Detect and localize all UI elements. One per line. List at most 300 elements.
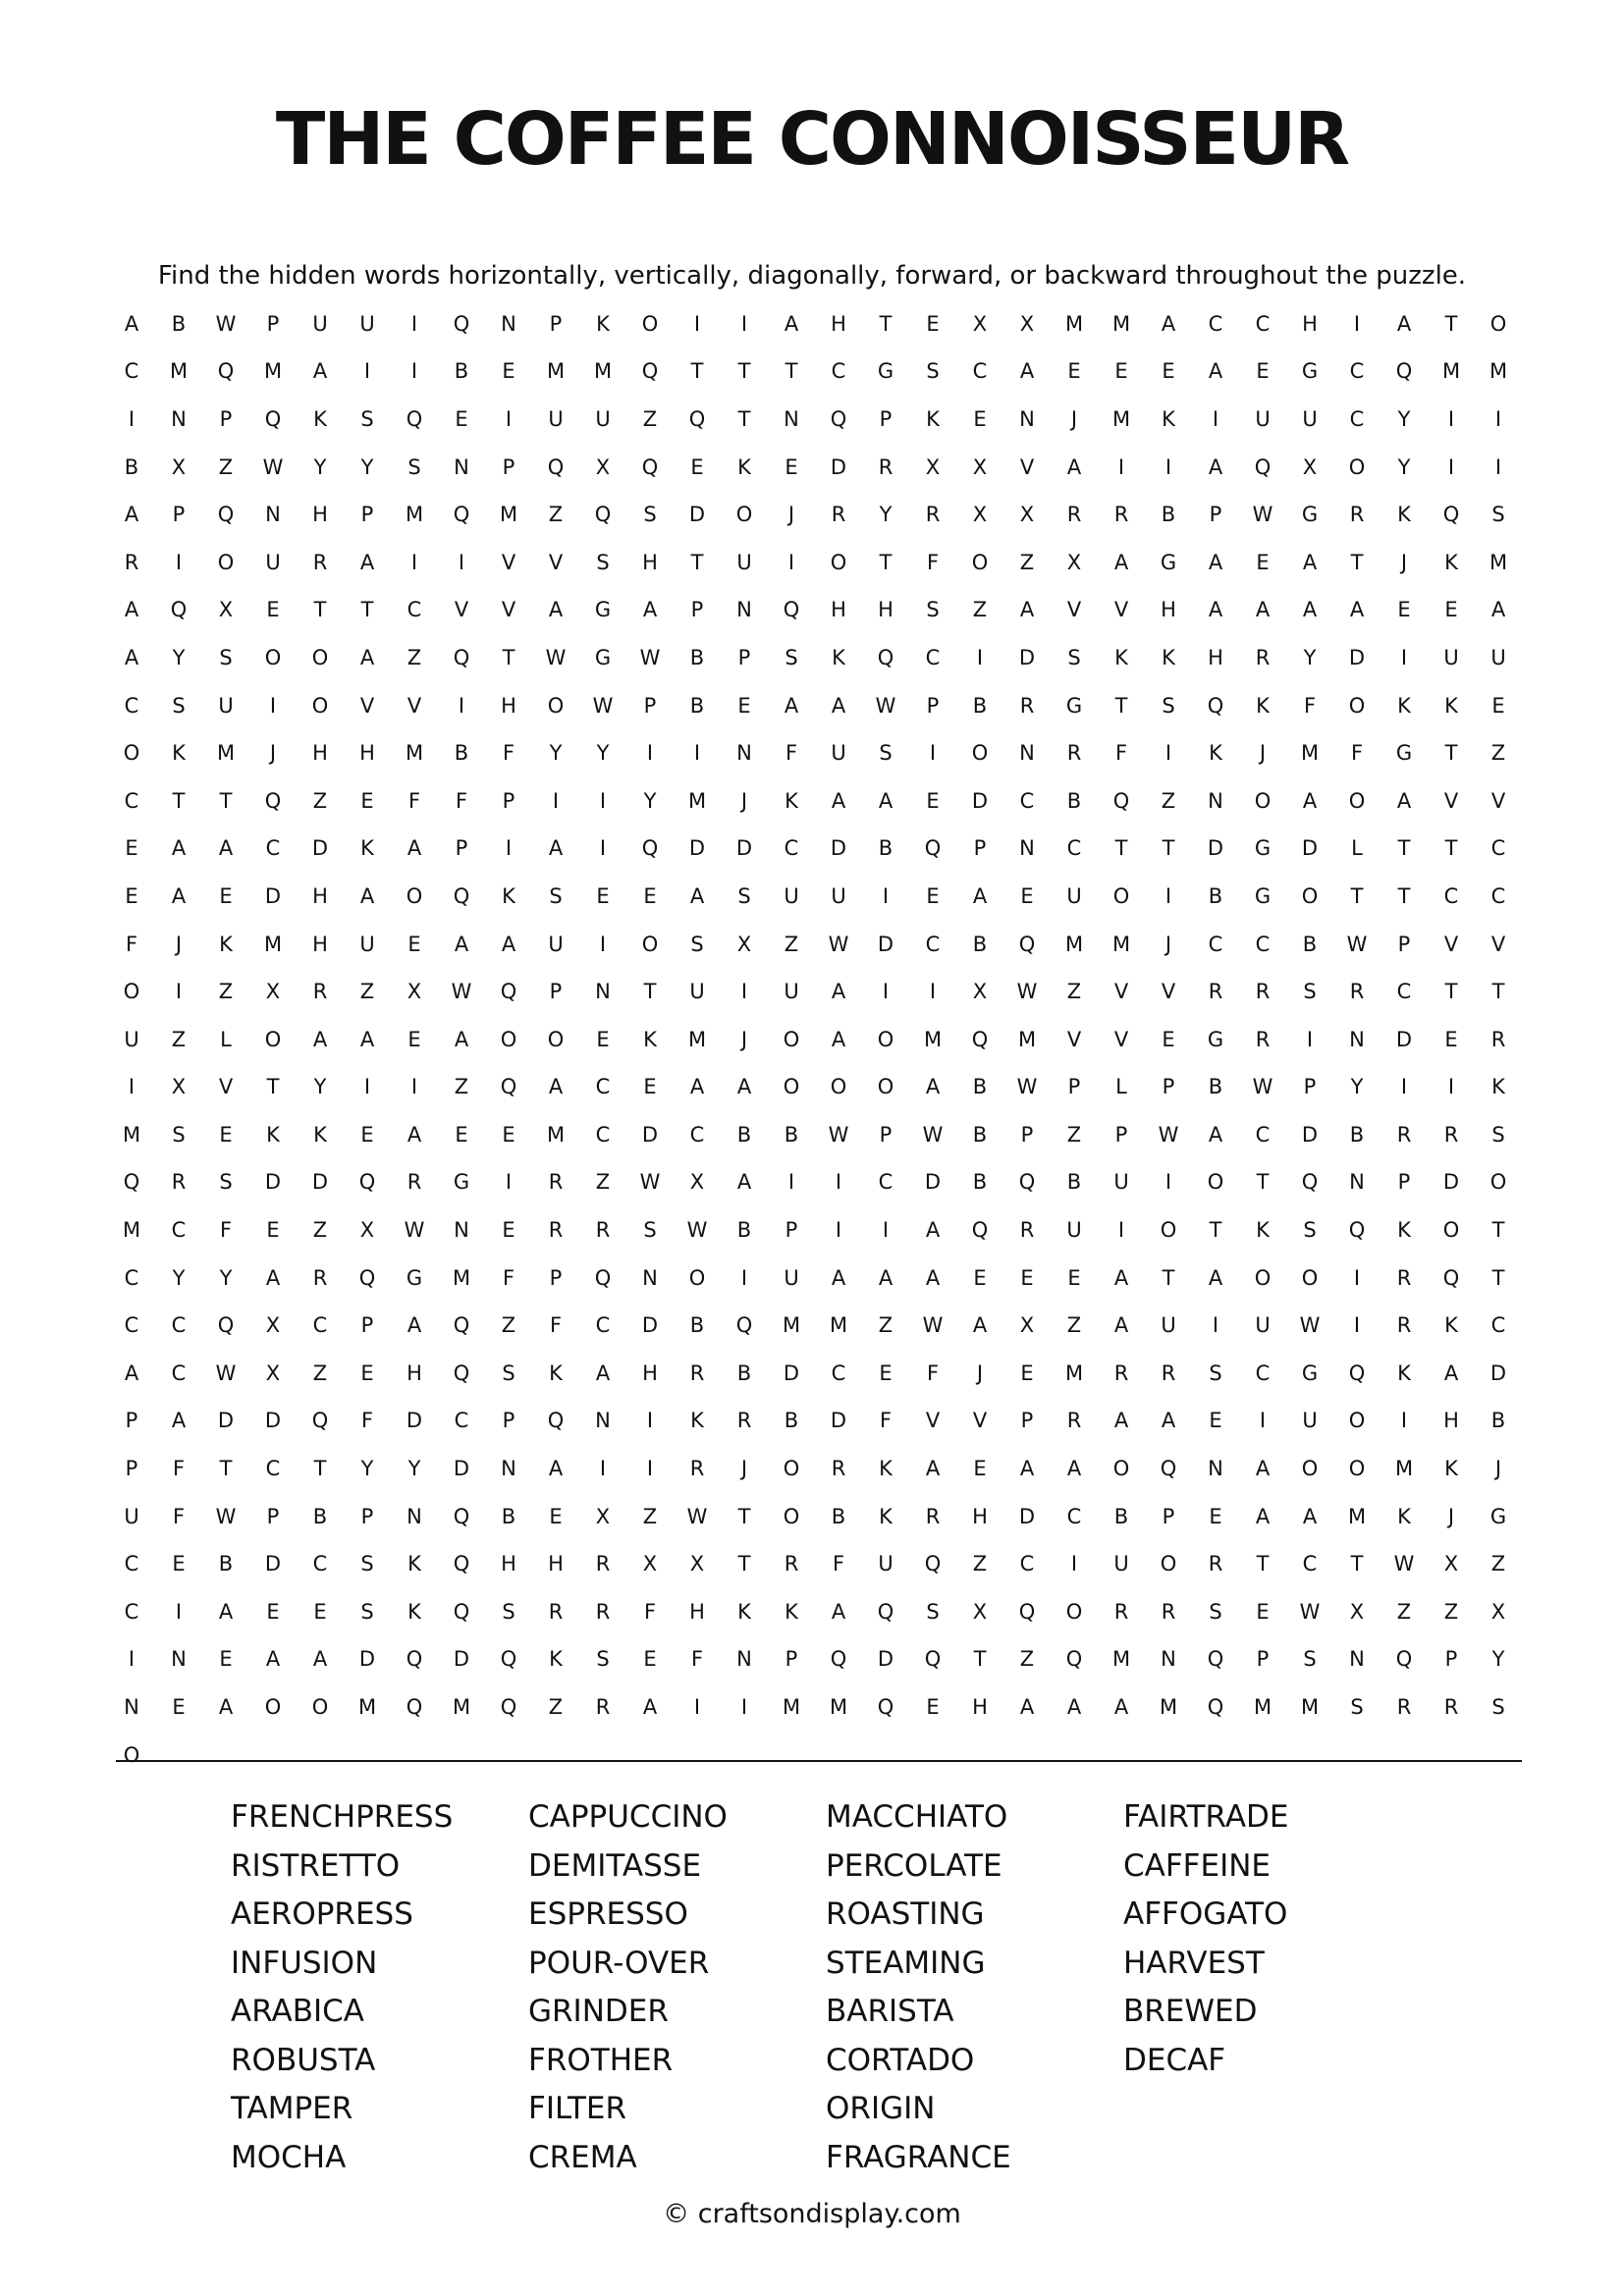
word-list-item: POUR-OVER [528,1945,710,1981]
grid-cell: Q [924,836,942,861]
grid-cell: O [783,1504,800,1528]
grid-cell: J [1164,932,1172,956]
grid-cell: U [1255,406,1271,431]
grid-cell: Z [1161,788,1176,813]
grid-cell: H [1302,311,1318,336]
grid-cell: Q [1018,1599,1036,1624]
grid-cell: A [1396,311,1412,336]
grid-cell: R [1066,741,1082,766]
grid-cell: R [1255,1027,1271,1051]
grid-cell: A [1066,454,1082,479]
grid-cell: A [1113,1409,1129,1433]
grid-cell: V [925,1409,941,1433]
grid-cell: U [1490,645,1506,669]
grid-cell: K [313,1122,327,1147]
word-list-item: CAFFEINE [1123,1847,1272,1884]
grid-cell: Q [453,1361,470,1385]
grid-cell: R [1113,1361,1129,1385]
grid-cell: O [641,932,659,956]
word-list-item: FRAGRANCE [826,2139,1011,2175]
grid-cell: B [124,454,139,479]
word-list-item: ROBUSTA [231,2042,376,2078]
grid-cell: F [455,788,468,813]
grid-cell: O [1489,311,1507,336]
grid-cell: O [877,1075,894,1099]
grid-cell: Z [784,932,799,956]
grid-cell: E [502,359,515,384]
grid-cell: P [1256,1647,1270,1672]
grid-cell: K [172,741,186,766]
grid-cell: T [1444,741,1458,766]
grid-cell: T [737,1552,751,1576]
grid-cell: I [882,980,890,1004]
grid-cell: B [1208,1075,1223,1099]
grid-cell: N [1161,1647,1176,1672]
grid-cell: P [1114,1122,1128,1147]
grid-cell: O [830,550,847,574]
grid-cell: C [1255,311,1271,336]
grid-cell: F [1303,693,1317,718]
grid-cell: F [690,1647,704,1672]
grid-cell: R [548,1170,564,1195]
grid-cell: S [360,1599,374,1624]
grid-cell: G [1254,883,1272,908]
grid-cell: A [218,1599,234,1624]
grid-cell: E [1444,1027,1458,1051]
grid-cell: K [219,932,233,956]
grid-cell: W [639,645,661,669]
grid-cell: B [972,693,988,718]
grid-cell: J [175,932,183,956]
grid-cell: C [454,1409,469,1433]
grid-cell: N [501,1457,516,1481]
grid-cell: V [1443,932,1459,956]
grid-cell: E [219,883,233,908]
grid-cell: C [1208,932,1223,956]
grid-cell: Q [123,1170,140,1195]
grid-cell: X [1490,1599,1506,1624]
grid-cell: P [549,1265,563,1290]
grid-cell: S [1209,1361,1222,1385]
grid-cell: A [1161,311,1176,336]
grid-cell: V [454,598,469,622]
grid-cell: P [502,788,515,813]
grid-cell: O [1489,1170,1507,1195]
grid-cell: S [643,1218,657,1243]
grid-cell: E [596,1027,610,1051]
grid-cell: Z [1019,550,1035,574]
grid-cell: I [458,550,465,574]
grid-cell: X [972,311,988,336]
grid-cell: Q [217,1313,235,1338]
grid-cell: I [552,788,560,813]
grid-cell: O [311,645,329,669]
grid-cell: T [879,311,893,336]
grid-cell: I [787,550,795,574]
grid-cell: M [546,359,566,384]
grid-cell: T [1491,1265,1505,1290]
grid-cell: I [646,1409,654,1433]
grid-cell: Q [830,1647,847,1672]
grid-cell: O [547,1027,565,1051]
grid-cell: I [1306,1027,1314,1051]
grid-cell: I [1353,311,1361,336]
grid-cell: P [1020,1409,1034,1433]
grid-cell: R [1113,1599,1129,1624]
grid-cell: R [784,1552,799,1576]
grid-cell: A [1255,598,1271,622]
grid-cell: S [926,1599,940,1624]
grid-cell: Q [406,1647,423,1672]
grid-cell: F [502,741,515,766]
grid-cell: I [976,645,984,669]
grid-cell: P [1067,1075,1081,1099]
grid-cell: Q [971,1027,989,1051]
grid-cell: A [972,883,988,908]
grid-cell: T [266,1075,280,1099]
grid-cell: C [124,1552,139,1576]
grid-cell: O [311,1695,329,1720]
grid-cell: I [1164,454,1172,479]
grid-cell: P [1303,1075,1317,1099]
grid-cell: T [1350,550,1364,574]
grid-cell: W [686,1504,708,1528]
grid-cell: A [359,883,375,908]
grid-cell: I [599,788,607,813]
grid-cell: A [689,1075,705,1099]
grid-cell: I [787,1170,795,1195]
grid-cell: I [1117,1218,1125,1243]
grid-cell: B [689,1313,705,1338]
grid-cell: Q [1442,503,1460,527]
grid-cell: S [1491,1695,1505,1720]
grid-cell: P [973,836,987,861]
grid-cell: Q [877,1599,894,1624]
grid-cell: A [925,1265,941,1290]
grid-cell: P [266,1504,280,1528]
grid-cell: K [407,1599,421,1624]
grid-cell: R [1349,503,1365,527]
grid-cell: A [831,980,846,1004]
grid-cell: B [454,359,469,384]
grid-cell: A [124,645,139,669]
grid-cell: R [925,1504,941,1528]
grid-cell: D [1442,1170,1460,1195]
grid-cell: Q [358,1170,376,1195]
grid-cell: B [171,311,187,336]
grid-cell: M [1300,741,1320,766]
grid-cell: V [501,550,516,574]
grid-cell: A [501,932,516,956]
grid-cell: A [1113,1695,1129,1720]
grid-cell: N [1349,1170,1365,1195]
grid-cell: R [925,503,941,527]
grid-cell: R [689,1457,705,1481]
grid-cell: C [1255,932,1271,956]
grid-cell: T [313,598,327,622]
grid-cell: V [1113,980,1129,1004]
grid-cell: Q [1112,788,1130,813]
grid-cell: G [1301,503,1319,527]
grid-cell: Z [1066,1313,1082,1338]
grid-cell: V [501,598,516,622]
grid-cell: F [502,1265,515,1290]
grid-cell: W [828,1122,849,1147]
grid-cell: Z [1490,1552,1506,1576]
grid-cell: A [925,1457,941,1481]
grid-cell: S [879,741,893,766]
grid-cell: C [171,1361,187,1385]
grid-cell: V [406,693,422,718]
grid-cell: K [1162,406,1175,431]
grid-cell: R [1066,1409,1082,1433]
grid-cell: I [1447,1075,1455,1099]
word-list-item: MOCHA [231,2139,347,2175]
grid-cell: V [1490,932,1506,956]
grid-cell: A [265,1265,281,1290]
grid-cell: I [882,883,890,908]
grid-cell: I [1400,1409,1408,1433]
grid-cell: N [784,406,799,431]
grid-cell: S [926,598,940,622]
grid-cell: N [595,980,611,1004]
grid-cell: X [972,1599,988,1624]
grid-cell: R [1443,1695,1459,1720]
grid-cell: Z [171,1027,187,1051]
grid-cell: A [1161,1409,1176,1433]
grid-cell: B [1066,1170,1082,1195]
grid-cell: E [1209,1409,1222,1433]
word-list-item: STEAMING [826,1945,986,1981]
grid-cell: K [879,1504,893,1528]
grid-cell: E [266,1599,280,1624]
grid-cell: X [925,454,941,479]
grid-cell: L [220,1027,232,1051]
grid-cell: H [312,883,328,908]
grid-cell: C [1396,980,1412,1004]
grid-cell: D [453,1457,470,1481]
grid-cell: N [736,741,752,766]
word-list-item: AEROPRESS [231,1896,413,1932]
grid-cell: B [454,741,469,766]
grid-cell: E [643,1075,657,1099]
grid-cell: I [1070,1552,1078,1576]
grid-cell: M [687,788,707,813]
grid-cell: O [971,741,989,766]
grid-cell: T [1444,836,1458,861]
grid-cell: O [264,1695,282,1720]
grid-cell: U [1443,645,1459,669]
grid-cell: P [879,406,893,431]
grid-cell: A [1302,550,1318,574]
grid-cell: K [1397,1504,1411,1528]
grid-cell: C [265,1457,281,1481]
grid-cell: I [175,550,183,574]
grid-cell: P [737,645,751,669]
grid-cell: U [831,741,846,766]
grid-cell: O [1348,454,1366,479]
grid-cell: E [1162,1027,1175,1051]
grid-cell: S [407,454,421,479]
grid-cell: H [359,741,375,766]
grid-cell: M [782,1313,801,1338]
grid-cell: C [878,1170,893,1195]
grid-cell: M [1064,311,1084,336]
grid-cell: D [264,1409,282,1433]
grid-cell: O [406,883,423,908]
grid-cell: Y [219,1265,233,1290]
word-list-item: DEMITASSE [528,1847,702,1884]
grid-cell: U [689,980,705,1004]
grid-cell: E [266,598,280,622]
grid-cell: E [360,788,374,813]
grid-cell: E [172,1695,186,1720]
grid-cell: Y [1350,1075,1364,1099]
grid-cell: A [1113,1313,1129,1338]
word-list-item: RISTRETTO [231,1847,401,1884]
grid-cell: Q [1442,1265,1460,1290]
grid-cell: E [1162,359,1175,384]
grid-cell: T [360,598,374,622]
grid-cell: O [1112,883,1130,908]
grid-cell: D [1301,836,1319,861]
word-list-item: ROASTING [826,1896,985,1932]
grid-cell: Z [312,1218,328,1243]
grid-cell: N [1208,1457,1223,1481]
grid-cell: O [877,1027,894,1051]
grid-cell: Q [924,1647,942,1672]
grid-cell: N [642,1265,658,1290]
grid-cell: E [125,836,138,861]
grid-cell: B [784,1409,799,1433]
grid-cell: U [595,406,611,431]
grid-cell: E [502,1122,515,1147]
grid-cell: M [1111,1647,1131,1672]
grid-cell: Z [972,1552,988,1576]
grid-cell: A [218,1695,234,1720]
grid-cell: S [1303,1218,1317,1243]
grid-cell: K [407,1552,421,1576]
grid-cell: A [171,1409,187,1433]
grid-cell: B [972,932,988,956]
grid-cell: Z [312,1361,328,1385]
grid-cell: F [785,741,798,766]
grid-cell: R [1490,1027,1506,1051]
grid-cell: R [1396,1313,1412,1338]
grid-cell: A [1113,1265,1129,1290]
grid-cell: Z [1066,980,1082,1004]
grid-cell: C [124,1313,139,1338]
grid-cell: Q [500,1647,517,1672]
grid-cell: K [1491,1075,1505,1099]
grid-cell: I [693,311,701,336]
grid-cell: H [1208,645,1223,669]
grid-cell: O [123,980,140,1004]
grid-cell: I [929,980,937,1004]
grid-cell: S [1350,1695,1364,1720]
grid-cell: X [595,1504,611,1528]
grid-cell: O [123,1742,140,1767]
grid-cell: O [1348,693,1366,718]
grid-cell: E [1397,598,1411,622]
grid-cell: N [1208,788,1223,813]
grid-cell: O [123,741,140,766]
grid-cell: A [406,1313,422,1338]
grid-cell: O [1442,1218,1460,1243]
grid-cell: O [500,1027,517,1051]
grid-cell: Q [500,1695,517,1720]
grid-cell: E [1020,1265,1034,1290]
grid-cell: I [175,1599,183,1624]
grid-cell: D [217,1409,235,1433]
grid-cell: M [122,1218,141,1243]
letter-grid [108,300,1522,1779]
grid-cell: G [1301,1361,1319,1385]
grid-cell: I [1353,1265,1361,1290]
grid-cell: A [312,1647,328,1672]
grid-cell: F [643,1599,657,1624]
grid-cell: G [1395,741,1413,766]
grid-cell: M [263,359,283,384]
grid-cell: T [219,1457,233,1481]
grid-cell: E [1256,550,1270,574]
grid-cell: X [171,1075,187,1099]
grid-cell: X [1349,1599,1365,1624]
grid-cell: R [689,1361,705,1385]
grid-cell: P [1397,932,1411,956]
grid-cell: B [1161,503,1176,527]
grid-cell: Z [406,645,422,669]
grid-cell: Q [264,406,282,431]
grid-cell: O [264,645,282,669]
grid-cell: R [1019,693,1035,718]
grid-cell: Q [1348,1361,1366,1385]
grid-cell: H [689,1599,705,1624]
grid-cell: I [1494,454,1502,479]
grid-cell: T [1444,980,1458,1004]
grid-cell: T [313,1457,327,1481]
word-list-item: CREMA [528,2139,637,2175]
grid-cell: D [830,836,847,861]
grid-cell: T [737,406,751,431]
grid-cell: K [785,788,798,813]
grid-cell: G [453,1170,470,1195]
grid-cell: F [549,1313,563,1338]
word-list-item: GRINDER [528,1994,669,2029]
grid-cell: G [1301,359,1319,384]
grid-cell: P [1209,503,1222,527]
grid-cell: C [124,788,139,813]
grid-cell: W [215,1361,237,1385]
grid-cell: A [359,645,375,669]
grid-cell: Q [547,454,565,479]
grid-cell: M [687,1027,707,1051]
grid-cell: F [1350,741,1364,766]
grid-cell: W [1299,1599,1321,1624]
grid-cell: S [1067,645,1081,669]
grid-cell: S [926,359,940,384]
grid-cell: U [1066,1218,1082,1243]
grid-cell: P [125,1457,138,1481]
grid-cell: S [737,883,751,908]
grid-cell: T [1114,693,1128,718]
grid-cell: D [735,836,753,861]
grid-cell: K [549,1361,563,1385]
grid-cell: C [1443,883,1459,908]
grid-cell: T [1397,836,1411,861]
grid-cell: C [595,1075,611,1099]
grid-cell: D [1018,1504,1036,1528]
